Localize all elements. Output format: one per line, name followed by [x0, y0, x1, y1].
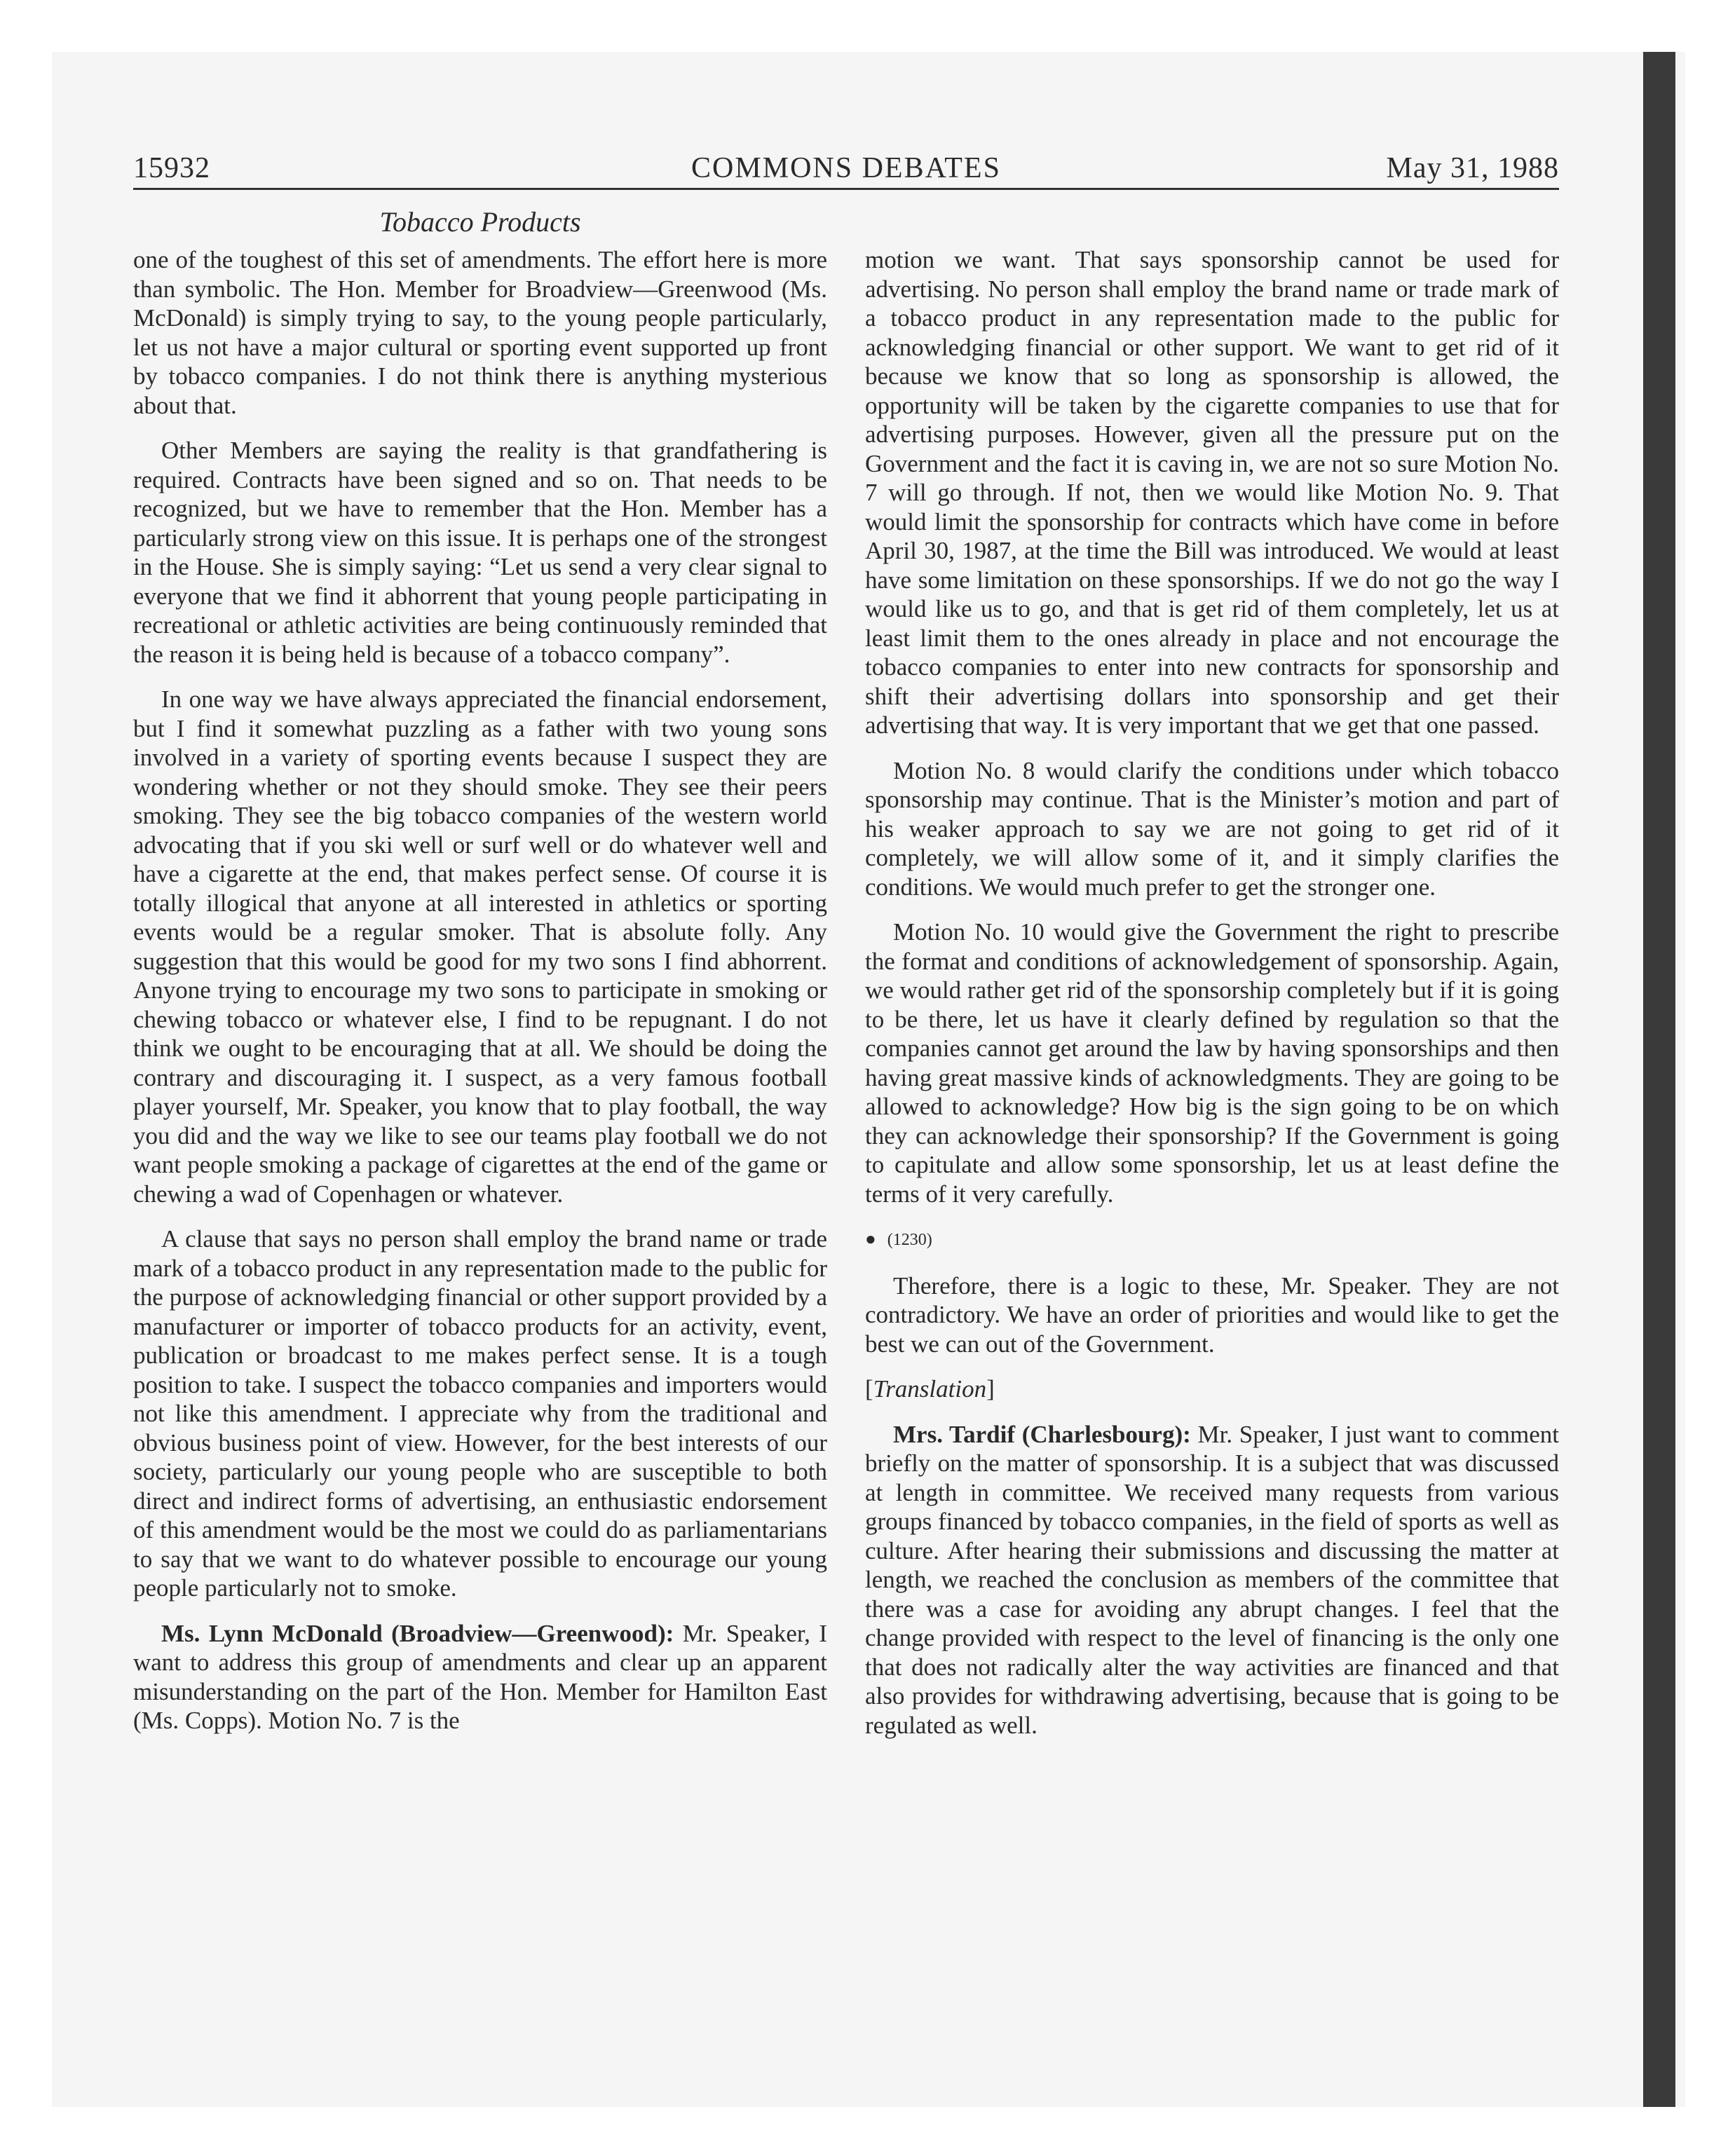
paragraph: one of the toughest of this set of amendments. The effort here is more than symbolic. The Hon. Member for Broadview—Greenwood (Ms. McDonald) is simply trying to say, to the young people particularly, let us not have a major cultural or sporting event supported up front by tobacco companies. I do not think there is anything mysterious about that. — [133, 246, 827, 419]
translation-text: Translation — [873, 1375, 987, 1403]
paragraph: Therefore, there is a logic to these, Mr. Speaker. They are not contradictory. We have an order of priorities and would like to get the best we can out of the Government. — [865, 1271, 1559, 1358]
right-column — [865, 245, 1559, 1756]
speech-text: Mr. Speaker, I just want to comment briefly on the matter of sponsorship. It is a subject that was discussed at length in committee. We received many requests from various groups financed by tobacco companies, in the field of sports as well as culture. After hearing their submissions and discussing the matter at length, we reached the conclusion as members of the committee that there was a case for avoiding any abrupt changes. I feel that the change provided with respect to the level of financing is the only one that does not radically alter the way activities are financed and that also provides for withdrawing advertising, because that is going to be regulated as well. — [865, 1420, 1559, 1739]
time-marker — [865, 1224, 1559, 1255]
header-date: May 31, 1988 — [1386, 152, 1559, 184]
scan-edge-shadow — [1643, 52, 1675, 2107]
paragraph: Motion No. 10 would give the Government the right to prescribe the format and conditions of acknowledgement of sponsorship. Again, we would rather get rid of the sponsorship completely but if it is going to be there, let us have it clearly defined by regulation so that the companies cannot get around the law by having sponsorships and then having great massive kinds of acknowledgments. They are going to be allowed to acknowledge? How big is the sign going to be on which they can acknowledge their sponsorship? If the Government is going to capitulate and allow some sponsorship, let us at least define the terms of it very carefully. — [865, 918, 1559, 1208]
paragraph: motion we want. That says sponsorship cannot be used for advertising. No person shall employ the brand name or trade mark of a tobacco product in any representation made to the public for acknowledging financial or other support. We want to get rid of it because we know that so long as sponsorship is allowed, the opportunity will be taken by the cigarette companies to use that for advertising purposes. However, given all the pressure put on the Government and the fact it is caving in, we are not so sure Motion No. 7 will go through. If not, then we would like Motion No. 9. That would limit the sponsorship for contracts which have come in before April 30, 1987, at the time the Bill was introduced. We would at least have some limitation on these sponsorships. If we do not go the way I would like us to go, and that is get rid of them completely, let us at least limit them to the ones already in place and not encourage the tobacco companies to enter into new contracts for sponsorship and shift their advertising dollars into sponsorship and get their advertising that way. It is very important that we get that one passed. — [865, 246, 1559, 739]
document-page — [133, 144, 1559, 1739]
speaker-name: Mrs. Tardif (Charlesbourg): — [893, 1420, 1191, 1448]
paragraph: Motion No. 8 would clarify the conditions under which tobacco sponsorship may continue. That is the Minister’s motion and part of his weaker approach to say we are not going to get rid of it completely, we will allow some of it, and it simply clarifies the conditions. We would much prefer to get the stronger one. — [865, 756, 1559, 901]
time-marker-text: (1230) — [887, 1231, 932, 1249]
translation-label: [Translation] — [865, 1375, 995, 1403]
speaker-name: Ms. Lynn McDonald (Broadview—Greenwood): — [161, 1619, 674, 1647]
speech-paragraph — [865, 1420, 1559, 1740]
section-title: Tobacco Products — [379, 206, 581, 238]
left-column — [133, 245, 827, 1752]
paragraph: A clause that says no person shall employ the brand name or trade mark of a tobacco product in any representation made to the public for the purpose of acknowledging financial or other support provided by a manufacturer or importer of tobacco products for an activity, event, publication or broadcast to me makes perfect sense. It is a tough position to take. I suspect the tobacco companies and importers would not like this amendment. I appreciate why from the traditional and obvious business point of view. However, for the best interests of our society, particularly our young people who are susceptible to both direct and indirect forms of advertising, an enthusiastic endorsement of this amendment would be the most we could do as parliamentarians to say that we want to do whatever possible to encourage our young people particularly not to smoke. — [133, 1225, 827, 1602]
speech-paragraph — [133, 1619, 827, 1735]
paragraph: In one way we have always appreciated the financial endorsement, but I find it somewhat puzzling as a father with two young sons involved in a variety of sporting events because I suspect they are wondering whether or not they should smoke. They see their peers smoking. They see the big tobacco companies of the western world advocating that if you ski well or surf well or do whatever well and have a cigarette at the end, that makes perfect sense. Of course it is totally illogical that anyone at all interested in athletics or sporting events would be a regular smoker. That is absolute folly. Any suggestion that this would be good for my two sons I find abhorrent. Anyone trying to encourage my two sons to participate in smoking or chewing tobacco or whatever else, I find to be repugnant. I do not think we ought to be encouraging that at all. We should be doing the contrary and discouraging it. I suspect, as a very famous football player yourself, Mr. Speaker, you know that to play football, the way you did and the way we like to see our teams play football we do not want people smoking a package of cigarettes at the end of the game or chewing a wad of Copenhagen or whatever. — [133, 685, 827, 1208]
running-head — [133, 144, 1559, 190]
bullet-icon: ● — [865, 1229, 876, 1249]
speech-text: Mr. Speaker, I want to address this group of amendments and clear up an apparent misunderstanding on the part of the Hon. Member for Hamilton East (Ms. Copps). Motion No. 7 is the — [133, 1619, 827, 1734]
page-number: 15932 — [133, 152, 210, 184]
publication-title: COMMONS DEBATES — [691, 152, 1001, 184]
paragraph: Other Members are saying the reality is that grandfathering is required. Contracts have been signed and so on. That needs to be recognized, but we have to remember that the Hon. Member has a particularly strong view on this issue. It is perhaps one of the strongest in the House. She is simply saying: “Let us send a very clear signal to everyone that we find it abhorrent that young people participating in recreational or athletic activities are being continuously reminded that the reason it is being held is because of a tobacco company”. — [133, 437, 827, 668]
